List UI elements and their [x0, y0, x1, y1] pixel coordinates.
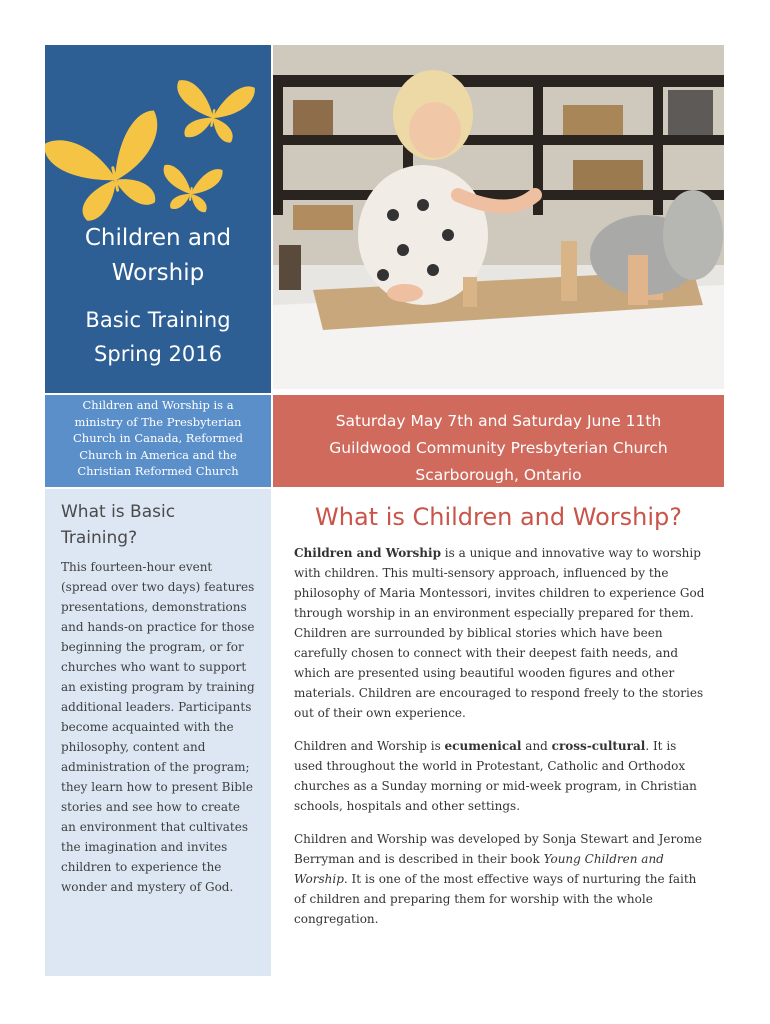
paragraph-ecumenical — [294, 736, 706, 816]
ministry-line: Church in Canada, Reformed — [72, 431, 243, 445]
bold-term: cross-cultural — [551, 739, 646, 753]
paragraph-text: Children and Worship was developed by Sonja Stewart and Jerome Berryman and is described in their book — [294, 832, 702, 866]
paragraph-intro — [294, 543, 706, 723]
ministry-line: Children and Worship is a — [82, 398, 234, 412]
main-heading: What is Children and Worship? — [315, 503, 682, 531]
sidebar-heading-line: Training? — [61, 528, 138, 548]
sidebar-body: This fourteen-hour event (spread over two days) features presentations, demonstrations and hands-on practice for those beginning the program, or for churches who want to support an existing program by training additional leaders. Participants become acquainted with the philosophy, content and administration of the program; they learn how to present Bible stories and see how to create an environment that cultivates the imagination and invites children to experience the wonder and mystery of God. — [61, 560, 255, 894]
butterfly-medium-icon — [169, 74, 256, 147]
bold-term: ecumenical — [444, 739, 522, 753]
hero-subtitle-line: Spring 2016 — [94, 342, 222, 366]
photo-illustration — [273, 45, 724, 389]
main-article — [294, 543, 706, 942]
ministry-line: ministry of The Presbyterian — [74, 414, 242, 429]
paragraph-text: Children and Worship is — [294, 739, 445, 753]
paragraph-text: . It is one of the most effective ways of nurturing the faith of children and preparing them for worship with the whole congregation. — [294, 872, 697, 926]
hero-banner — [45, 45, 271, 393]
sidebar-basic-training — [45, 489, 271, 976]
paragraph-text: is a unique and innovative way to worship with children. This multi-sensory approach, influenced by the philosophy of Maria Montessori, invites children to experience God through worship in an environment especially prepared for them. Children are surrounded by biblical stories which have been carefully chosen to connect with their deepest faith needs, and which are presented using beautiful wooden figures and other materials. Children are encouraged to respond freely to the stories out of their own experience. — [294, 546, 705, 720]
hero-subtitle — [45, 303, 271, 371]
bold-term: Children and Worship — [294, 546, 441, 560]
hero-subtitle-line: Basic Training — [85, 308, 231, 332]
event-info — [273, 395, 724, 487]
butterfly-large-icon — [45, 110, 175, 227]
book-title: Young Children and Worship — [294, 852, 664, 886]
hero-title — [45, 221, 271, 291]
paragraph-origin — [294, 829, 706, 929]
classroom-photo — [273, 45, 724, 389]
sidebar-heading-line: What is Basic — [61, 502, 176, 522]
hero-title-line: Children and — [84, 225, 232, 251]
butterfly-small-icon — [158, 162, 223, 216]
ministry-line: Church in America and the — [79, 447, 237, 462]
event-venue: Guildwood Community Presbyterian Church — [329, 439, 668, 457]
ministry-line: Christian Reformed Church — [77, 464, 239, 478]
event-location: Scarborough, Ontario — [415, 466, 582, 484]
butterflies-illustration — [45, 45, 271, 245]
paragraph-text: and — [521, 739, 552, 753]
paragraph-text: . It is used throughout the world in Protestant, Catholic and Orthodox churches as a Sunday morning or mid-week program, in Christian schools, hospitals and other settings. — [294, 739, 697, 813]
hero-title-line: Worship — [111, 260, 205, 286]
sidebar-heading — [61, 499, 257, 551]
event-dates: Saturday May 7th and Saturday June 11th — [335, 412, 662, 430]
ministry-note — [45, 395, 271, 487]
